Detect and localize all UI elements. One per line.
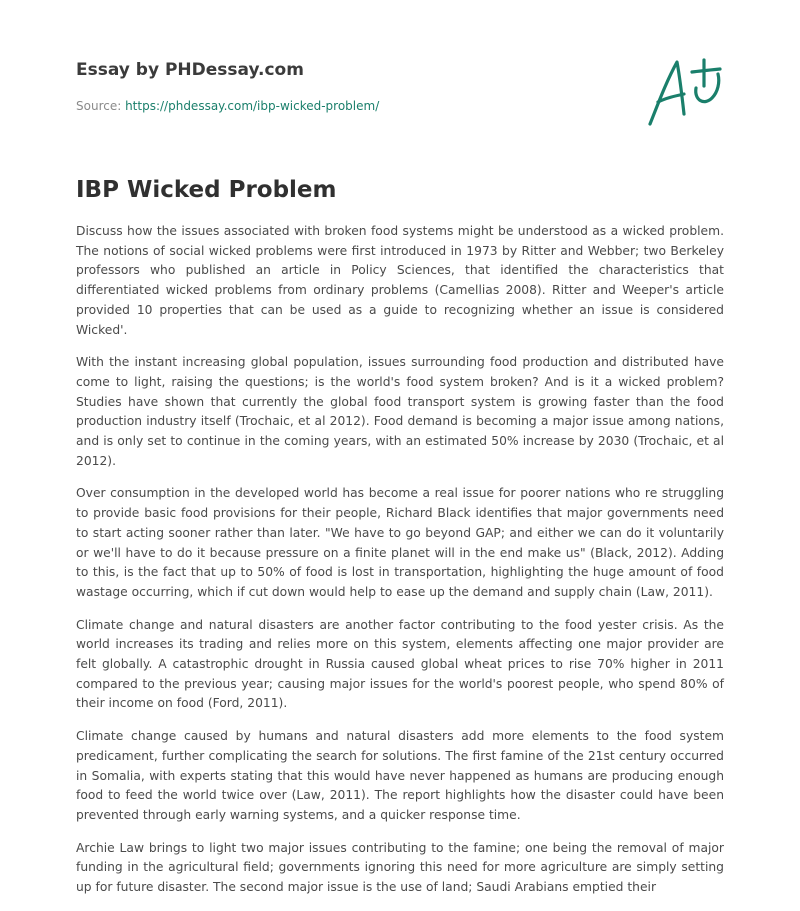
source-link[interactable]: https://phdessay.com/ibp-wicked-problem/ [125, 99, 380, 113]
paragraph: Climate change caused by humans and natural disasters add more elements to the food system predicament, further complicating the search for solutions. The first famine of the 21st century occurred in Somalia, with experts stating that this would have never happened as humans are producing enough food to feed the world twice over (Law, 2011). The report highlights how the disaster could have been prevented through early warning systems, and a quicker response time. [76, 729, 724, 822]
a-plus-logo-graphic [644, 52, 734, 132]
a-plus-logo-icon [644, 52, 734, 132]
source-line [76, 98, 636, 114]
paragraph: Archie Law brings to light two major issues contributing to the famine; one being the removal of major funding in the agricultural field; governments ignoring this need for more agriculture are simply setting up for future disaster. The second major issue is the use of land; Saudi Arabians emptied their [76, 840, 724, 895]
essay-body [76, 222, 724, 911]
source-label: Source: [76, 99, 126, 113]
paragraph: Climate change and natural disasters are another factor contributing to the food yester crisis. As the world increases its trading and relies more on this system, elements affecting one major provider are felt globally. A catastrophic drought in Russia caused global wheat prices to rise 70% higher in 2011 compared to the previous year; causing major issues for the world's poorest people, who spend 80% of their income on food (Ford, 2011). [76, 617, 724, 711]
paragraph: Discuss how the issues associated with broken food systems might be understood as a wicked problem. The notions of social wicked problems were first introduced in 1973 by Ritter and Webber; two Berkeley professors who published an article in Policy Sciences, that identified the characteristics that differentiated wicked problems from ordinary problems (Camellias 2008). Ritter and Weeper's article provided 10 properties that can be used as a guide to recognizing whether an issue is considered Wicked'. [76, 224, 724, 337]
brand-title: Essay by PHDessay.com [76, 60, 304, 80]
page-header [76, 58, 636, 114]
paragraph: Over consumption in the developed world has become a real issue for poorer nations who re struggling to provide basic food provisions for their people, Richard Black identifies that major governments need to start acting sooner rather than later. "We have to go beyond GAP; and either we can do it voluntarily or we'll have to do it because pressure on a finite planet will in the end make us" (Black, 2012). Adding to this, is the fact that up to 50% of food is lost in transportation, highlighting the huge amount of food wastage occurring, which if cut down would help to ease up the demand and supply chain (Law, 2011). [76, 486, 724, 599]
paragraph: With the instant increasing global population, issues surrounding food production and distributed have come to light, raising the questions; is the world's food system broken? And is it a wicked problem? Studies have shown that currently the global food transport system is growing faster than the food production industry itself (Trochaic, et al 2012). Food demand is becoming a major issue among nations, and is only set to continue in the coming years, with an estimated 50% increase by 2030 (Trochaic, et al 2012). [76, 355, 724, 468]
document-title: IBP Wicked Problem [76, 177, 337, 203]
